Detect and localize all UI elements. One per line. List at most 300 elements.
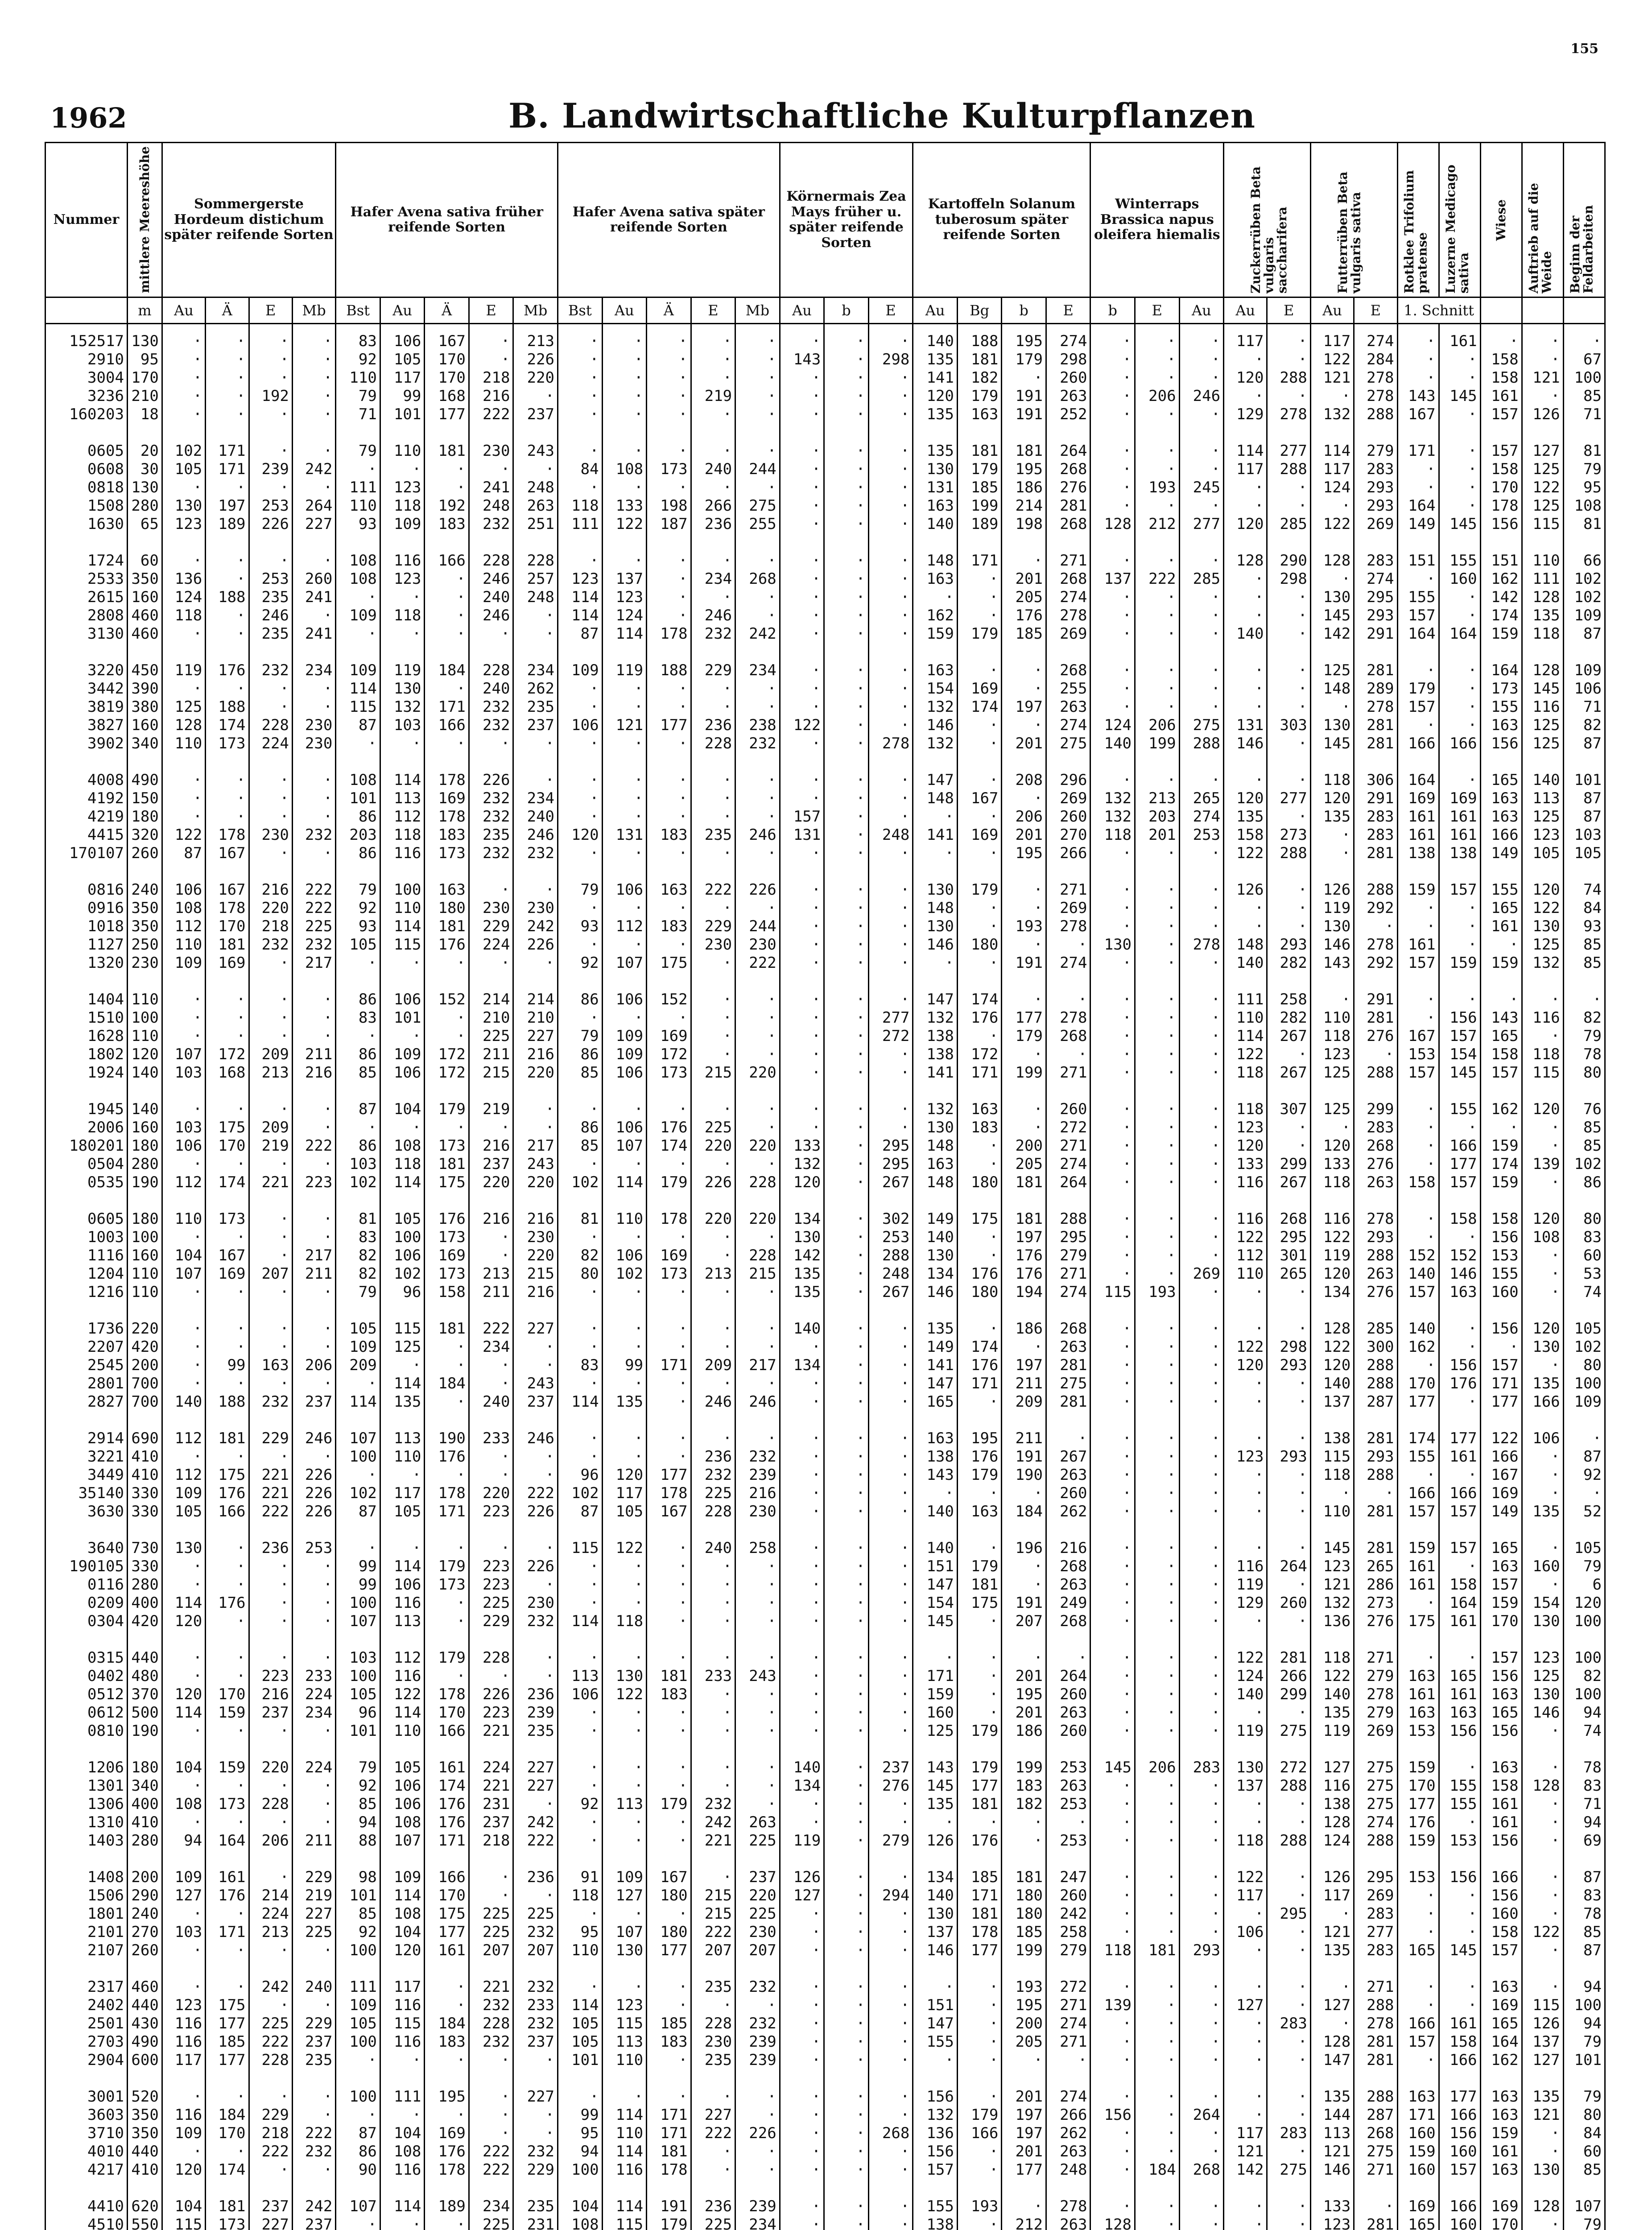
table-cell: · <box>469 1466 513 1484</box>
table-row <box>45 1978 1605 1996</box>
table-cell: 214 <box>469 991 513 1009</box>
table-cell: 123 <box>602 1996 647 2015</box>
spacer-cell <box>1397 1301 1439 1320</box>
table-cell: · <box>380 735 425 753</box>
table-cell: 207 <box>691 1941 735 1960</box>
table-cell: 128 <box>1522 661 1563 680</box>
table-cell: 166 <box>1397 2015 1439 2033</box>
table-cell: 173 <box>206 735 249 753</box>
spacer-cell <box>1002 533 1046 552</box>
table-cell: · <box>249 1283 292 1301</box>
table-cell: 232 <box>513 1612 558 1631</box>
table-row <box>45 570 1605 588</box>
table-cell: · <box>1397 1978 1439 1996</box>
table-cell: 123 <box>380 570 425 588</box>
table-cell: 213 <box>469 1265 513 1283</box>
table-cell: · <box>824 1813 869 1832</box>
spacer-cell <box>1354 1850 1397 1868</box>
table-cell: · <box>162 351 205 369</box>
table-cell: · <box>558 1905 603 1923</box>
table-cell: · <box>558 1228 603 1247</box>
table-cell: 280 <box>127 1155 162 1173</box>
table-cell: 157 <box>1397 2033 1439 2051</box>
table-cell: 278 <box>1354 1685 1397 1704</box>
table-cell: 140 <box>1522 771 1563 789</box>
table-cell: 71 <box>1563 1795 1605 1813</box>
table-cell: · <box>1267 1484 1310 1503</box>
table-cell: 140 <box>913 515 958 533</box>
table-cell: 151 <box>913 1996 958 2015</box>
table-cell: 120 <box>780 1173 824 1192</box>
table-cell: · <box>647 1996 691 2015</box>
table-cell: 292 <box>1354 899 1397 917</box>
unit-cell: Au <box>602 297 647 324</box>
table-cell: 103 <box>162 1923 205 1941</box>
table-cell: · <box>1224 899 1267 917</box>
spacer-cell <box>1090 1192 1135 1210</box>
table-cell: 171 <box>957 1064 1002 1082</box>
table-cell: 206 <box>1002 808 1046 826</box>
table-cell: 157 <box>1480 405 1522 424</box>
spacer-cell <box>1439 643 1480 661</box>
table-cell: 120 <box>1310 1265 1354 1283</box>
table-cell: 278 <box>1046 607 1090 625</box>
table-cell: 92 <box>336 899 380 917</box>
table-cell: · <box>868 1429 913 1448</box>
table-cell: · <box>1522 1484 1563 1503</box>
spacer-cell <box>1224 1192 1267 1210</box>
table-cell: 210 <box>469 1009 513 1027</box>
table-cell: · <box>647 1539 691 1557</box>
spacer-cell <box>380 2069 425 2088</box>
spacer-cell <box>957 1960 1002 1978</box>
table-cell: · <box>558 1777 603 1795</box>
table-cell: 260 <box>1046 1100 1090 1119</box>
table-cell: 198 <box>1002 515 1046 533</box>
table-cell: 99 <box>206 1356 249 1375</box>
unit-cell: Bg <box>957 297 1002 324</box>
table-cell: 223 <box>469 1503 513 1521</box>
table-cell: · <box>425 1996 469 2015</box>
table-cell: · <box>1522 1795 1563 1813</box>
table-cell: · <box>824 1722 869 1740</box>
table-cell: 148 <box>1224 936 1267 954</box>
table-cell: · <box>780 1375 824 1393</box>
table-cell: · <box>735 680 780 698</box>
table-cell: 228 <box>249 716 292 735</box>
table-cell: · <box>1224 2106 1267 2124</box>
spacer-cell <box>206 424 249 442</box>
table-cell: · <box>1179 661 1224 680</box>
table-cell: 278 <box>1354 936 1397 954</box>
table-cell: · <box>602 1375 647 1393</box>
table-cell: · <box>1090 387 1135 405</box>
table-cell: · <box>249 1557 292 1576</box>
table-cell: 79 <box>336 1759 380 1777</box>
table-cell: 100 <box>380 1228 425 1247</box>
table-cell: · <box>1310 497 1354 515</box>
phenology-table <box>45 142 1606 2230</box>
table-cell: 226 <box>735 2124 780 2143</box>
spacer-cell <box>1002 1521 1046 1539</box>
table-cell: · <box>1135 369 1180 387</box>
table-cell: · <box>1397 460 1439 479</box>
table-cell: · <box>513 954 558 972</box>
station-number-cell: 152517 <box>45 324 128 351</box>
table-row <box>45 1795 1605 1813</box>
table-cell: · <box>1267 1045 1310 1064</box>
table-cell: · <box>691 479 735 497</box>
spacer-cell <box>162 753 205 771</box>
table-cell: 96 <box>380 1283 425 1301</box>
table-cell: 227 <box>513 1027 558 1045</box>
table-cell: · <box>1179 1813 1224 1832</box>
table-cell: · <box>1090 680 1135 698</box>
table-cell: 165 <box>1480 1539 1522 1557</box>
spacer-cell <box>558 972 603 991</box>
table-cell: 148 <box>913 899 958 917</box>
spacer-cell <box>1522 533 1563 552</box>
table-cell: 232 <box>469 716 513 735</box>
table-cell: 121 <box>602 716 647 735</box>
station-number-cell: 0605 <box>45 442 128 460</box>
table-cell: 181 <box>957 1576 1002 1594</box>
table-cell: · <box>1135 1576 1180 1594</box>
table-cell: 131 <box>913 479 958 497</box>
table-cell: 275 <box>1267 2161 1310 2179</box>
table-cell: · <box>1563 324 1605 351</box>
table-cell: · <box>292 552 335 570</box>
table-cell: · <box>380 1027 425 1045</box>
table-cell: 253 <box>249 497 292 515</box>
table-cell: 100 <box>558 2161 603 2179</box>
table-cell: · <box>780 515 824 533</box>
spacer-cell <box>1397 1960 1439 1978</box>
table-cell: 116 <box>380 1667 425 1685</box>
table-cell: · <box>1135 1612 1180 1631</box>
table-cell: · <box>1090 607 1135 625</box>
spacer-cell <box>1046 1960 1090 1978</box>
spacer-cell <box>1439 1960 1480 1978</box>
table-cell: · <box>1179 405 1224 424</box>
station-number-cell: 1802 <box>45 1045 128 1064</box>
table-cell: · <box>1522 1759 1563 1777</box>
table-cell: 157 <box>1397 698 1439 716</box>
table-cell: 176 <box>1002 1265 1046 1283</box>
spacer-cell <box>162 1740 205 1759</box>
table-cell: 85 <box>1563 2161 1605 2179</box>
table-cell: · <box>1224 1813 1267 1832</box>
spacer-cell <box>206 1411 249 1429</box>
table-cell: · <box>957 1612 1002 1631</box>
table-cell: 145 <box>1522 680 1563 698</box>
table-cell: 251 <box>513 515 558 533</box>
table-cell: · <box>957 2161 1002 2179</box>
table-cell: · <box>735 588 780 607</box>
table-cell: 206 <box>1135 716 1180 735</box>
table-cell: 112 <box>162 1429 205 1448</box>
table-cell: · <box>558 1557 603 1576</box>
table-cell: 171 <box>957 1887 1002 1905</box>
table-cell: · <box>1090 1320 1135 1338</box>
table-cell: 239 <box>735 1466 780 1484</box>
spacer-cell <box>913 1192 958 1210</box>
table-cell: 203 <box>336 826 380 844</box>
station-number-cell: 2501 <box>45 2015 128 2033</box>
table-cell: · <box>1439 1905 1480 1923</box>
table-cell: · <box>824 1503 869 1521</box>
table-cell: · <box>780 2124 824 2143</box>
table-cell: 161 <box>1439 1448 1480 1466</box>
table-cell: · <box>1002 2197 1046 2216</box>
table-cell: 216 <box>469 387 513 405</box>
station-number-cell: 3220 <box>45 661 128 680</box>
spacer-cell <box>1563 533 1605 552</box>
table-cell: · <box>868 1704 913 1722</box>
table-cell: 230 <box>513 899 558 917</box>
table-cell: · <box>206 1649 249 1667</box>
table-cell: · <box>1179 1137 1224 1155</box>
table-cell: 140 <box>1090 735 1135 753</box>
table-cell: · <box>602 1448 647 1466</box>
table-cell: 176 <box>425 2143 469 2161</box>
table-cell: · <box>1179 1685 1224 1704</box>
table-cell: · <box>380 1539 425 1557</box>
table-cell: 130 <box>913 1119 958 1137</box>
table-cell: · <box>162 771 205 789</box>
table-cell: 224 <box>469 1759 513 1777</box>
spacer-cell <box>1090 972 1135 991</box>
unit-cell: E <box>469 297 513 324</box>
table-cell: · <box>162 552 205 570</box>
table-cell: 210 <box>127 387 162 405</box>
spacer-cell <box>602 753 647 771</box>
table-cell: · <box>691 442 735 460</box>
table-cell: · <box>1179 588 1224 607</box>
table-cell: 272 <box>1046 1978 1090 1996</box>
spacer-cell <box>1522 972 1563 991</box>
table-cell: 83 <box>1563 1777 1605 1795</box>
table-row <box>45 1137 1605 1155</box>
table-row <box>45 1064 1605 1082</box>
table-cell: 166 <box>1439 735 1480 753</box>
table-cell: · <box>162 1338 205 1356</box>
table-cell: 135 <box>1522 1503 1563 1521</box>
table-cell: · <box>558 1338 603 1356</box>
table-cell: 271 <box>1046 1265 1090 1283</box>
table-cell: 263 <box>1046 387 1090 405</box>
table-cell: 267 <box>1267 1064 1310 1082</box>
table-cell: 117 <box>1310 1887 1354 1905</box>
table-cell: 216 <box>513 1045 558 1064</box>
table-cell: · <box>1135 1704 1180 1722</box>
table-row <box>45 1941 1605 1960</box>
table-cell: 189 <box>425 2197 469 2216</box>
spacer-cell <box>691 1850 735 1868</box>
table-cell: 164 <box>1397 625 1439 643</box>
spacer-cell <box>206 972 249 991</box>
table-cell: 169 <box>1480 2197 1522 2216</box>
table-cell: 235 <box>513 1722 558 1740</box>
table-cell: 274 <box>1046 2015 1090 2033</box>
table-cell: 135 <box>602 1393 647 1411</box>
table-cell: 127 <box>602 1887 647 1905</box>
table-cell: 122 <box>1310 1228 1354 1247</box>
table-cell: 281 <box>1046 1356 1090 1375</box>
table-cell: 175 <box>1397 1612 1439 1631</box>
table-cell: 120 <box>1522 1320 1563 1338</box>
table-cell: 128 <box>1522 1777 1563 1795</box>
table-cell: · <box>1224 917 1267 936</box>
table-cell: 81 <box>1563 515 1605 533</box>
table-cell: 228 <box>249 2051 292 2069</box>
spacer-cell <box>1439 1740 1480 1759</box>
table-cell: 125 <box>1522 808 1563 826</box>
table-cell: · <box>206 351 249 369</box>
table-cell: · <box>1267 2051 1310 2069</box>
table-cell: · <box>380 2106 425 2124</box>
table-cell: 79 <box>1563 2033 1605 2051</box>
spacer-cell <box>1310 1521 1354 1539</box>
table-cell: 120 <box>558 826 603 844</box>
station-number-cell: 1403 <box>45 1832 128 1850</box>
table-cell: 225 <box>735 1832 780 1850</box>
table-cell: 245 <box>1179 479 1224 497</box>
table-cell: · <box>1267 881 1310 899</box>
table-cell: · <box>1267 735 1310 753</box>
table-cell: · <box>868 1466 913 1484</box>
table-cell: 268 <box>1046 1320 1090 1338</box>
table-cell: 110 <box>127 991 162 1009</box>
table-cell: · <box>647 588 691 607</box>
table-cell: 216 <box>249 881 292 899</box>
table-cell: 85 <box>558 1064 603 1082</box>
table-cell: 130 <box>1522 917 1563 936</box>
table-cell: · <box>249 771 292 789</box>
table-cell: · <box>1522 1466 1563 1484</box>
unit-cell <box>1563 297 1605 324</box>
table-cell: 293 <box>1354 1228 1397 1247</box>
table-cell: 222 <box>1135 570 1180 588</box>
table-cell: 177 <box>425 405 469 424</box>
spacer-cell <box>1046 2069 1090 2088</box>
table-cell: 145 <box>1310 607 1354 625</box>
table-cell: 330 <box>127 1557 162 1576</box>
table-cell: 85 <box>558 1137 603 1155</box>
station-number-cell: 0612 <box>45 1704 128 1722</box>
table-cell: 196 <box>1002 1539 1046 1557</box>
station-number-cell: 0315 <box>45 1649 128 1667</box>
table-cell: 113 <box>380 789 425 808</box>
table-cell: 104 <box>558 2197 603 2216</box>
table-cell: 174 <box>957 991 1002 1009</box>
table-cell: 263 <box>1354 1173 1397 1192</box>
table-cell: 116 <box>1224 1557 1267 1576</box>
table-cell: 164 <box>1480 661 1522 680</box>
table-cell: · <box>1090 1375 1135 1393</box>
table-cell: · <box>780 991 824 1009</box>
table-cell: 220 <box>691 1137 735 1155</box>
table-cell: 114 <box>336 680 380 698</box>
table-cell: 140 <box>1397 1265 1439 1283</box>
spacer-cell <box>1354 972 1397 991</box>
spacer-cell <box>513 1960 558 1978</box>
table-cell: 222 <box>249 1503 292 1521</box>
table-cell: 105 <box>380 1210 425 1228</box>
table-cell: 106 <box>558 1685 603 1704</box>
table-cell: · <box>380 954 425 972</box>
table-cell: 169 <box>957 826 1002 844</box>
table-cell: 242 <box>513 1813 558 1832</box>
spacer-cell <box>513 1411 558 1429</box>
table-cell: 221 <box>249 1466 292 1484</box>
table-cell: 271 <box>1354 1649 1397 1667</box>
table-cell: 179 <box>957 1759 1002 1777</box>
table-cell: · <box>1179 1576 1224 1594</box>
station-number-cell: 1003 <box>45 1228 128 1247</box>
table-cell: 120 <box>380 1941 425 1960</box>
spacer-cell <box>162 533 205 552</box>
spacer-cell <box>957 753 1002 771</box>
table-cell: · <box>647 1393 691 1411</box>
table-cell: 60 <box>127 552 162 570</box>
table-cell: 110 <box>127 1027 162 1045</box>
table-cell: 140 <box>1224 954 1267 972</box>
table-cell: 271 <box>1354 1978 1397 1996</box>
table-cell: · <box>1179 1283 1224 1301</box>
spacer-cell <box>513 1631 558 1649</box>
spacer-cell <box>1397 972 1439 991</box>
table-cell: 123 <box>1224 1448 1267 1466</box>
table-cell: · <box>162 1100 205 1119</box>
table-cell: · <box>162 625 205 643</box>
table-cell: · <box>469 625 513 643</box>
table-cell: 189 <box>957 515 1002 533</box>
table-cell: · <box>1135 936 1180 954</box>
spacer-cell <box>558 1411 603 1429</box>
spacer-cell <box>292 1850 335 1868</box>
table-cell: 101 <box>380 405 425 424</box>
table-cell: 87 <box>1563 625 1605 643</box>
table-cell: · <box>1439 698 1480 716</box>
table-cell: 145 <box>1439 387 1480 405</box>
table-cell: · <box>868 607 913 625</box>
table-cell: 176 <box>206 1594 249 1612</box>
table-cell: 158 <box>1480 1923 1522 1941</box>
table-cell: 123 <box>558 570 603 588</box>
table-cell: 147 <box>913 1576 958 1594</box>
table-cell: · <box>425 735 469 753</box>
table-cell: 148 <box>913 1137 958 1155</box>
table-cell: · <box>249 552 292 570</box>
table-cell: 135 <box>1224 808 1267 826</box>
spacer-cell <box>1480 863 1522 881</box>
table-cell: 120 <box>1224 1356 1267 1375</box>
table-cell: · <box>1135 881 1180 899</box>
table-cell: 106 <box>380 1795 425 1813</box>
table-cell: 114 <box>380 1557 425 1576</box>
station-number-cell: 1127 <box>45 936 128 954</box>
group-spacer <box>45 863 1605 881</box>
table-cell: 120 <box>1224 515 1267 533</box>
spacer-cell <box>469 972 513 991</box>
table-cell: 178 <box>1480 497 1522 515</box>
spacer-cell <box>558 1740 603 1759</box>
table-cell: 225 <box>513 1905 558 1923</box>
table-cell: · <box>868 1338 913 1356</box>
table-cell: 118 <box>380 1155 425 1173</box>
spacer-cell <box>206 643 249 661</box>
